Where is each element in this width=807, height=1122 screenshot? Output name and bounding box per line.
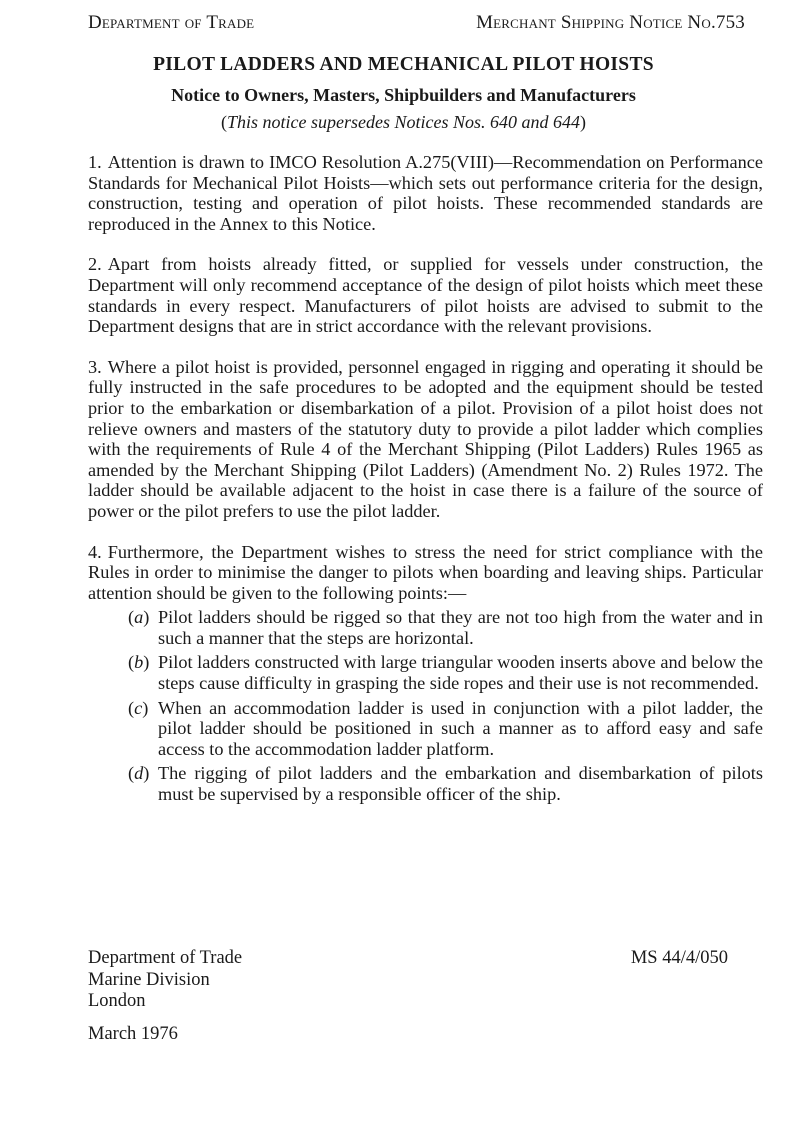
point-b	[88, 652, 763, 693]
point-text: The rigging of pilot ladders and the embarkation and disembarkation of pilots must be supervised by a responsible officer of the ship.	[158, 763, 763, 805]
supersedes-note: (This notice supersedes Notices Nos. 640 and 644)	[221, 112, 586, 132]
point-d	[88, 763, 763, 804]
paragraph-number: 2.	[88, 254, 102, 275]
paragraph-number: 3.	[88, 356, 102, 377]
point-text: Pilot ladders constructed with large triangular wooden inserts above and below the steps cause difficulty in grasping the side ropes and their use is not recommended.	[158, 652, 763, 694]
address-line: London	[88, 991, 146, 1011]
paragraph-2	[88, 254, 763, 336]
point-label: (b)	[128, 652, 150, 673]
paragraph-text: Where a pilot hoist is provided, personnel engaged in rigging and operating it should be fully instructed in the safe procedures to be adopted and the equipment should be tested prior to the embarkation or disembarkation of a pilot. Provision of a pilot hoist does not relieve owners and masters of the statutory duty to provide a pilot ladder which complies with the requirements of Rule 4 of the Merchant Shipping (Pilot Ladders) Rules 1965 as amended by the Merchant Shipping (Pilot Ladders) (Amendment No. 2) Rules 1972. The ladder should be available adjacent to the hoist in case there is a failure of the source of power or the pilot prefers to use the pilot ladder.	[88, 356, 763, 521]
issue-date: March 1976	[88, 1024, 178, 1044]
supersedes-note-text: This notice supersedes Notices Nos. 640 and 644	[227, 112, 580, 132]
page-header	[88, 12, 745, 34]
point-label: (c)	[128, 697, 149, 718]
point-text: Pilot ladders should be rigged so that they are not too high from the water and in such a manner that the steps are horizontal.	[158, 607, 763, 648]
department-header: Department of Trade	[88, 12, 255, 33]
point-c	[88, 698, 763, 760]
point-label: (d)	[128, 763, 150, 784]
document-body	[88, 152, 763, 809]
paragraph-text: Apart from hoists already fitted, or supplied for vessels under construction, the Department will only recommend acceptance of the design of pilot hoists which meet these standards in every respect. Manufacturers of pilot hoists are advised to submit to the Department designs that are in strict accordance with the relevant provisions.	[88, 254, 763, 337]
paragraph-text: Attention is drawn to IMCO Resolution A.275(VIII)—Recommendation on Performance Standards for Mechanical Pilot Hoists—which sets out performance criteria for the design, construction, testing and operation of pilot hoists. These recommended standards are reproduced in the Annex to this Notice.	[88, 152, 763, 234]
point-a	[88, 607, 763, 648]
reference-number: MS 44/4/050	[630, 948, 728, 968]
address-line: Marine Division	[88, 969, 210, 990]
issuer-address	[88, 948, 242, 1013]
paragraph-3	[88, 357, 763, 522]
paragraph-1	[88, 152, 763, 234]
paragraph-text: Furthermore, the Department wishes to stress the need for strict compliance with the Rules in order to minimise the danger to pilots when boarding and leaving ships. Particular attention should be given to the following points:—	[88, 541, 763, 603]
paragraph-4	[88, 542, 763, 604]
paragraph-number: 4.	[88, 541, 102, 562]
point-label: (a)	[128, 607, 150, 628]
paragraph-number: 1.	[88, 152, 102, 172]
address-line: Department of Trade	[88, 948, 243, 968]
notice-number-header: Merchant Shipping Notice No.753	[476, 12, 745, 33]
point-text: When an accommodation ladder is used in conjunction with a pilot ladder, the pilot ladder should be positioned in such a manner as to afford easy and safe access to the accommodation ladder platform.	[158, 697, 763, 759]
document-title: PILOT LADDERS AND MECHANICAL PILOT HOISTS	[153, 54, 654, 75]
document-subtitle: Notice to Owners, Masters, Shipbuilders and Manufacturers	[171, 85, 636, 105]
